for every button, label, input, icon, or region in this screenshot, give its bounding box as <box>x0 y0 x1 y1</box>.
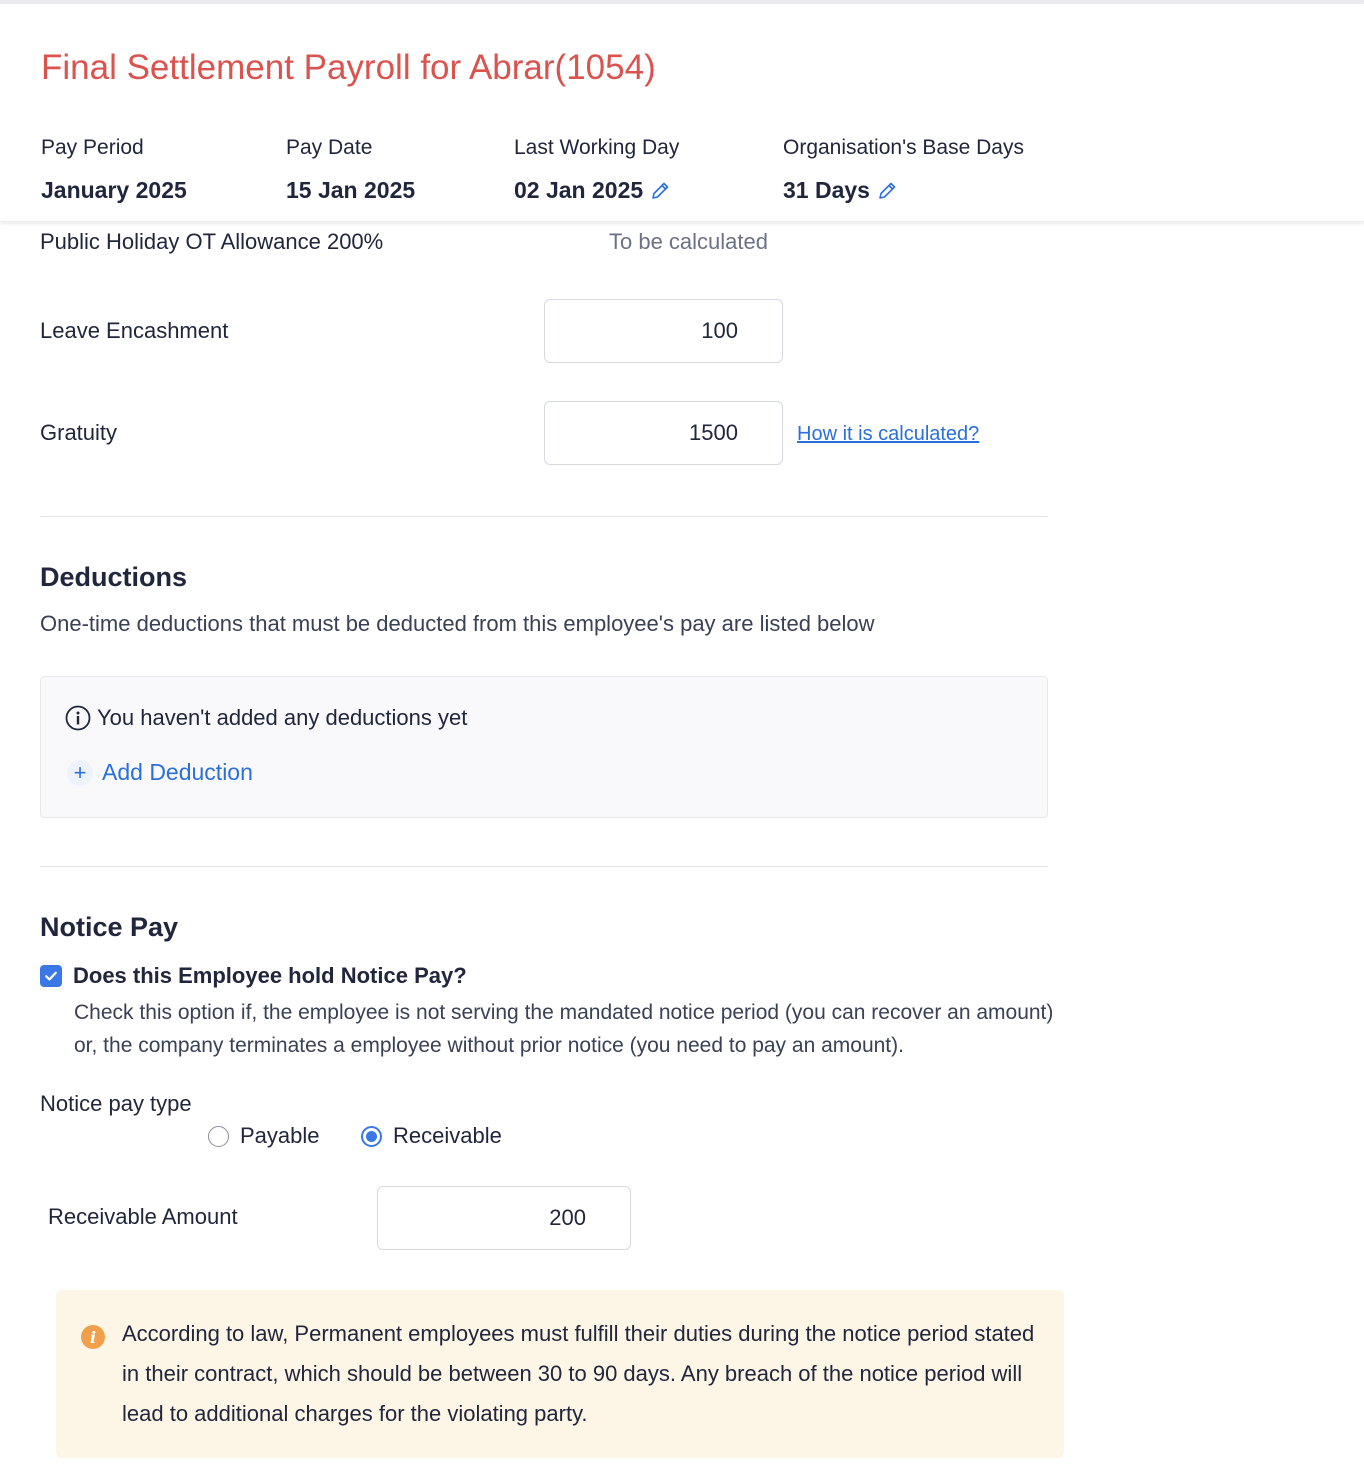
base-days-value <box>783 177 1024 204</box>
divider <box>40 866 1048 867</box>
gratuity-calculation-link[interactable]: How it is calculated? <box>797 423 980 445</box>
notice-pay-type-label: Notice pay type <box>40 1091 192 1116</box>
public-holiday-label: Public Holiday OT Allowance 200% <box>40 229 384 254</box>
edit-pencil-icon[interactable] <box>649 180 671 202</box>
last-working-day-label: Last Working Day <box>514 136 680 159</box>
radio-payable[interactable] <box>208 1123 320 1149</box>
empty-message-text: You haven't added any deductions yet <box>97 705 468 730</box>
pay-date <box>286 136 415 204</box>
notice-pay-checkbox-row[interactable] <box>40 963 467 989</box>
radio-button-selected[interactable] <box>361 1126 382 1147</box>
pay-period-value <box>41 177 187 204</box>
base-days-label: Organisation's Base Days <box>783 136 1024 159</box>
deductions-description: One-time deductions that must be deducted from this employee's pay are listed below <box>40 611 875 636</box>
base-days <box>783 136 1024 204</box>
empty-message <box>65 705 467 731</box>
pay-date-label: Pay Date <box>286 136 373 159</box>
pay-period-text: January 2025 <box>41 177 187 203</box>
leave-encashment-label: Leave Encashment <box>40 318 229 343</box>
radio-payable-label: Payable <box>240 1123 320 1148</box>
pay-date-text: 15 Jan 2025 <box>286 177 416 203</box>
gratuity-label: Gratuity <box>40 420 118 445</box>
receivable-amount-input[interactable]: 200 <box>377 1186 631 1250</box>
public-holiday-value: To be calculated <box>609 229 768 254</box>
notice-period-alert <box>56 1290 1064 1458</box>
page-title: Final Settlement Payroll for Abrar(1054) <box>41 48 656 87</box>
add-deduction-button[interactable] <box>67 759 253 786</box>
edit-pencil-icon[interactable] <box>876 180 898 202</box>
check-icon <box>43 968 59 984</box>
plus-icon: + <box>67 760 93 786</box>
leave-encashment-input[interactable]: 100 <box>544 299 783 363</box>
radio-button[interactable] <box>208 1126 229 1147</box>
radio-receivable[interactable] <box>361 1123 502 1149</box>
add-deduction-label: Add Deduction <box>102 759 253 785</box>
notice-pay-checkbox[interactable] <box>40 965 62 987</box>
pay-period-label: Pay Period <box>41 136 144 159</box>
info-icon <box>65 705 91 731</box>
last-working-day-text: 02 Jan 2025 <box>514 177 644 203</box>
alert-text: According to law, Permanent employees must fulfill their duties during the notice period stated in their contract, which should be between 30 to 90 days. Any breach of the notice period will lead to additional charges for the violating party. <box>122 1321 1035 1426</box>
base-days-text: 31 Days <box>783 177 870 203</box>
last-working-day <box>514 136 679 204</box>
pay-period <box>41 136 187 204</box>
divider <box>40 516 1048 517</box>
last-working-day-value <box>514 177 679 204</box>
page-header <box>0 4 1364 222</box>
receivable-amount-label: Receivable Amount <box>48 1204 238 1229</box>
notice-pay-description: Check this option if, the employee is not serving the mandated notice period (you can recover an amount) or, the company terminates a employee without prior notice (you need to pay an amount). <box>74 1001 1054 1057</box>
deductions-title: Deductions <box>40 562 188 592</box>
deductions-empty-state <box>40 676 1048 818</box>
notice-pay-title: Notice Pay <box>40 912 179 942</box>
gratuity-input[interactable]: 1500 <box>544 401 783 465</box>
notice-pay-checkbox-label: Does this Employee hold Notice Pay? <box>73 963 467 988</box>
info-icon: i <box>81 1325 105 1349</box>
pay-date-value <box>286 177 415 204</box>
radio-receivable-label: Receivable <box>393 1123 502 1148</box>
